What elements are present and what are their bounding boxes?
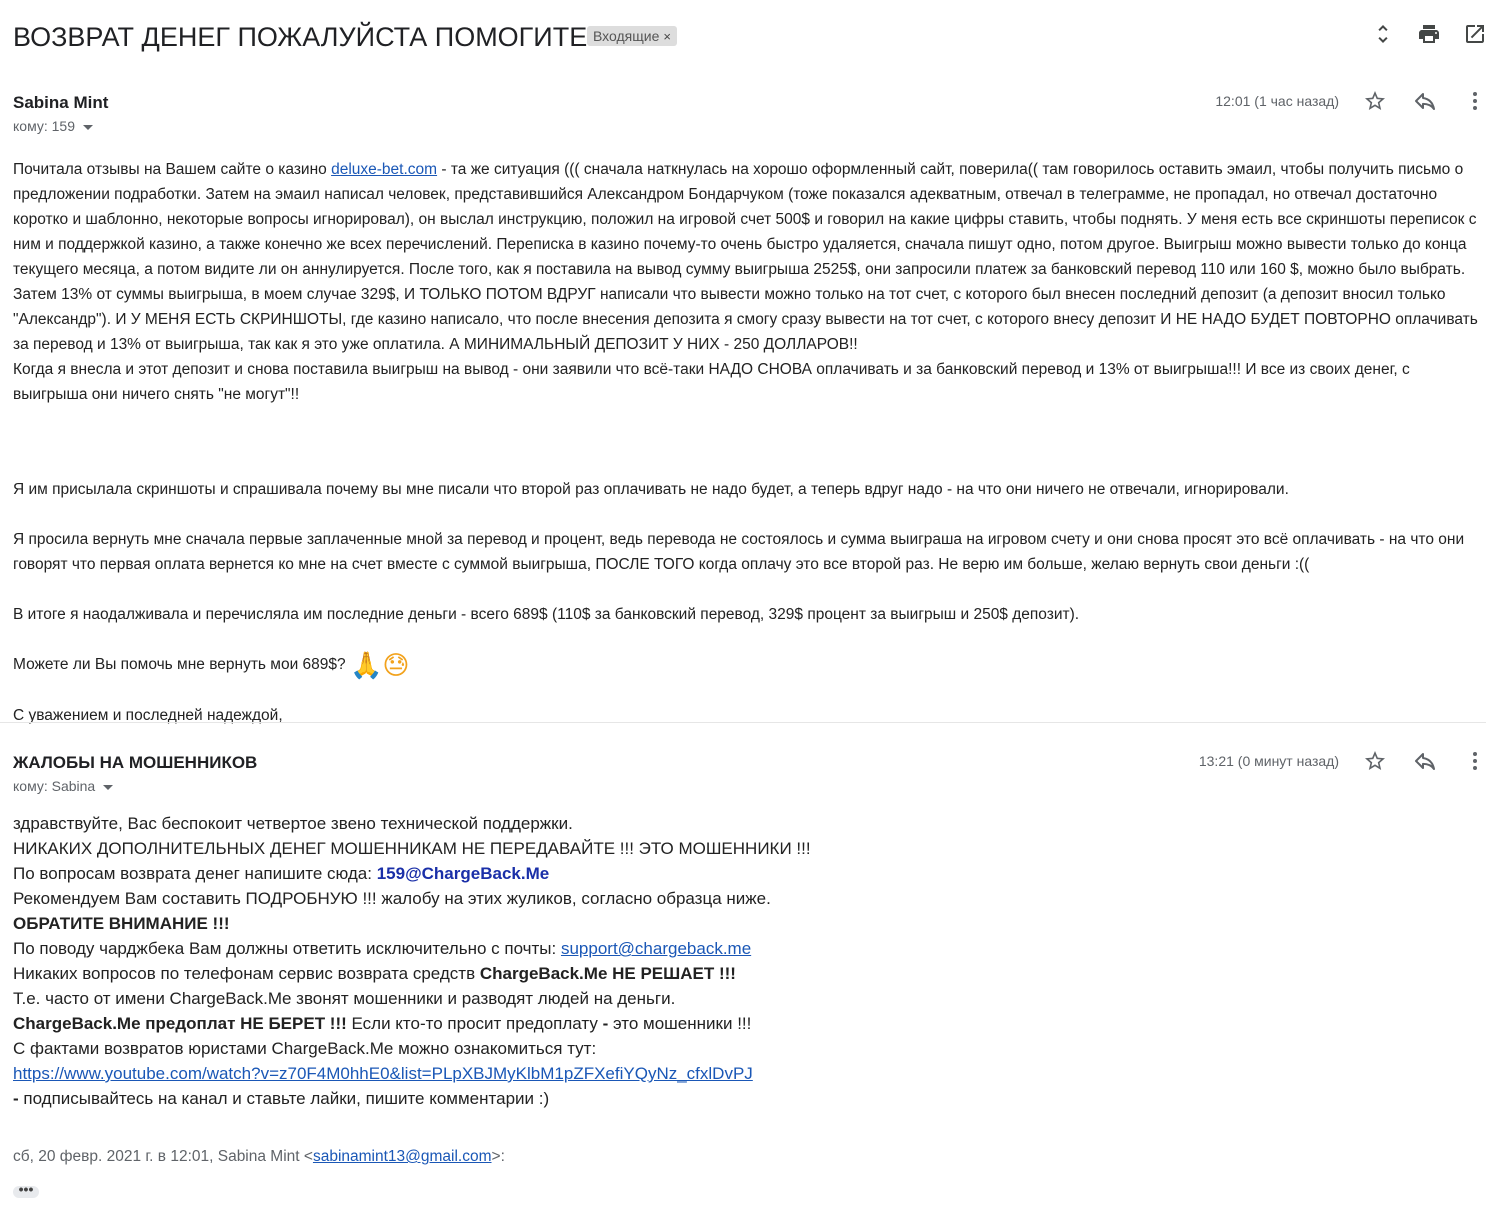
message-body (13, 811, 1487, 1111)
thread-header (13, 18, 1487, 58)
message-header (13, 753, 1487, 809)
line-text: это мошенники !!! (608, 1014, 752, 1033)
line-text: Если кто-то просит предоплату (346, 1014, 603, 1033)
line-bold-text: ChargeBack.Me НЕ РЕШАЕТ !!! (479, 964, 736, 983)
line-text: По поводу чарджбека Вам должны ответить исключительно с почты: (13, 939, 561, 958)
open-in-new-window-icon[interactable] (1463, 22, 1487, 46)
body-line (13, 1086, 1487, 1111)
body-line: Т.е. часто от имени ChargeBack.Me звонят мошенники и разводят людей на деньги. (13, 989, 676, 1008)
body-line (13, 911, 1487, 936)
line-text: Никаких вопросов по телефонам сервис возврата средств (13, 964, 480, 983)
star-icon[interactable] (1363, 89, 1387, 113)
body-line (13, 1011, 1487, 1036)
body-paragraph: Я им присылала скриншоты и спрашивала почему вы мне писали что второй раз оплачивать не надо будет, а теперь вдруг надо - на что они ничего не отвечали, игнорировали. (13, 481, 1289, 498)
message-time: 12:01 (1 час назад) (1215, 93, 1339, 109)
attention-heading: ОБРАТИТЕ ВНИМАНИЕ !!! (13, 914, 230, 933)
body-line (13, 961, 1487, 986)
support-email[interactable]: 159@ChargeBack.Me (376, 864, 550, 883)
message-time: 13:21 (0 минут назад) (1198, 753, 1339, 769)
body-paragraph: Когда я внесла и этот депозит и снова поставила выигрыш на вывод - они заявили что всё-таки НАДО СНОВА оплачивать и за банковский перевод и 13% от выигрыша!!! И все из своих денег, с выигрыша они ничего снять "не могут"!! (13, 361, 1410, 403)
paragraph-text: - та же ситуация ((( сначала наткнулась на хорошо оформленный сайт, поверила(( там говорилось оставить эмаил, чтобы получить письмо о предложении подработки. Затем на эмаил написал человек, представившийся Александром Бондарчуком (тоже показался адекватным, отвечал в телеграмме, не пропадал, но отвечал достаточно коротко и шаблонно, некоторые вопросы игнорировал), он выслал инструкцию, положил на игровой счет 500$ и говорил на какие цифры ставить, чтобы поднять. У меня есть все скриншоты переписок с ним и поддержкой казино, а также конечно же всех перечислений. Переписка в казино почему-то очень быстро удаляется, сначала пишут одно, потом другое. Выигрыш можно вывести только до конца текущего месяца, а потом видите ли он аннулируется. После того, как я поставила на вывод сумму выигрыша 2525$, они запросили платеж за банковский перевод 110 или 160 $, можно было выбрать. Затем 13% от суммы выигрыша, в моем случае 329$, И ТОЛЬКО ПОТОМ ВДРУГ написали что вывести можно только на тот счет, с которого был внесен последний депозит (а депозит вносил только "Александр"). И У МЕНЯ ЕСТЬ СКРИНШОТЫ, где казино написало, что после внесения депозита я смогу сразу вывести на тот счет, с которого внесу депозит И НЕ НАДО БУДЕТ ПОВТОРНО оплачивать за перевод и 13% от выигрыша, так как я это уже оплатила. А МИНИМАЛЬНЫЙ ДЕПОЗИТ У НИХ - 250 ДОЛЛАРОВ!! (13, 161, 1478, 353)
line-bold-text: ChargeBack.Me предоплат НЕ БЕРЕТ !!! (13, 1014, 347, 1033)
recipient-line (13, 118, 93, 134)
quoted-header (13, 1147, 1487, 1167)
line-text: По вопросам возврата денег напишите сюда: (13, 864, 377, 883)
recipient-details-icon[interactable] (103, 785, 113, 790)
body-paragraph (13, 157, 1487, 357)
recipient-text: кому: 159 (13, 118, 75, 134)
youtube-link[interactable]: https://www.youtube.com/watch?v=z70F4M0hhE0&list=PLpXBJMyKlbM1pZFXefiYQyNz_cfxlDvPJ (13, 1064, 753, 1083)
recipient-text: кому: Sabina (13, 778, 96, 794)
label-chip-text: Входящие (593, 28, 660, 44)
body-line (13, 1061, 1487, 1086)
line-bold-text: - (13, 1089, 19, 1108)
thread-toolbar (1371, 22, 1487, 46)
body-paragraph (13, 652, 1487, 678)
line-text: подписывайтесь на канал и ставьте лайки, пишите комментарии :) (18, 1089, 550, 1108)
message-actions (1363, 89, 1487, 113)
message-actions (1363, 749, 1487, 773)
paragraph-text: Почитала отзывы на Вашем сайте о казино (13, 161, 332, 178)
quote-text: >: (491, 1148, 505, 1165)
body-line: НИКАКИХ ДОПОЛНИТЕЛЬНЫХ ДЕНЕГ МОШЕННИКАМ НЕ ПЕРЕДАВАЙТЕ !!! ЭТО МОШЕННИКИ !!! (13, 839, 811, 858)
message-body (13, 157, 1487, 728)
body-paragraph: С уважением и последней надеждой, (13, 707, 283, 724)
support-email-link[interactable]: support@chargeback.me (560, 939, 752, 958)
message-divider (0, 722, 1486, 723)
body-line: Рекомендуем Вам составить ПОДРОБНУЮ !!! жалобу на этих жуликов, согласно образца ниже. (13, 889, 771, 908)
line-bold-text: - (602, 1014, 609, 1033)
body-line: здравствуйте, Вас беспокоит четвертое звено технической поддержки. (13, 814, 573, 833)
message-1 (13, 93, 1487, 728)
thread-subject: ВОЗВРАТ ДЕНЕГ ПОЖАЛУЙСТА ПОМОГИТЕ (13, 22, 588, 52)
sender-name[interactable]: Sabina Mint (13, 93, 109, 112)
star-icon[interactable] (1363, 749, 1387, 773)
remove-label-icon[interactable]: × (663, 29, 671, 44)
recipient-details-icon[interactable] (83, 125, 93, 130)
praying-hands-emoji: 🙏 (349, 650, 383, 680)
body-paragraph: Я просила вернуть мне сначала первые заплаченные мной за перевод и процент, ведь перевода не состоялось и сумма выиграша на игровом счету и они снова просят это всё оплачивать - на что они говорят что первая оплата вернется ко мне на счет вместе с суммой выигрыша, ПОСЛЕ ТОГО когда оплачу это все второй раз. Не верю им больше, желаю вернуть свои деньги :(( (13, 531, 1465, 573)
show-trimmed-content-button[interactable]: ••• (13, 1186, 39, 1198)
body-line (13, 936, 1487, 961)
reply-icon[interactable] (1413, 749, 1437, 773)
expand-collapse-icon[interactable] (1371, 22, 1395, 46)
more-vert-icon[interactable] (1463, 749, 1487, 773)
sad-face-emoji: 😓 (382, 650, 410, 680)
message-header (13, 93, 1487, 149)
reply-icon[interactable] (1413, 89, 1437, 113)
more-vert-icon[interactable] (1463, 89, 1487, 113)
casino-link[interactable]: deluxe-bet.com (331, 161, 438, 178)
print-icon[interactable] (1417, 22, 1441, 46)
sender-name[interactable]: ЖАЛОБЫ НА МОШЕННИКОВ (13, 753, 258, 772)
recipient-line (13, 778, 113, 794)
quoted-sender-email[interactable]: sabinamint13@gmail.com (312, 1148, 492, 1165)
paragraph-text: Можете ли Вы помочь мне вернуть мои 689$? (13, 656, 350, 673)
body-paragraph: В итоге я наодалживала и перечисляла им последние деньги - всего 689$ (110$ за банковский перевод, 329$ процент за выигрыш и 250$ депозит). (13, 606, 1080, 623)
message-2 (13, 753, 1487, 1199)
body-line: С фактами возвратов юристами ChargeBack.Me можно ознакомиться тут: (13, 1039, 597, 1058)
label-chip-inbox[interactable] (587, 26, 677, 46)
body-line (13, 861, 1487, 886)
quote-text: сб, 20 февр. 2021 г. в 12:01, Sabina Mint < (13, 1148, 313, 1165)
